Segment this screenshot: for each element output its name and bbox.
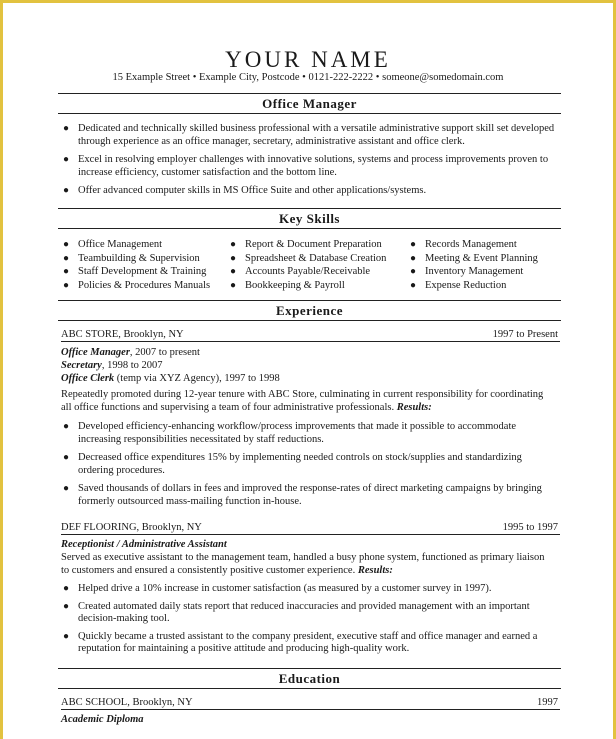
- job-header-def-flooring: [61, 521, 560, 535]
- list-item: ● Staff Development & Training: [63, 266, 207, 277]
- bullet-icon: ●: [410, 266, 417, 277]
- contact-line: 15 Example Street • Example City, Postcode • 0121-222-2222 • someone@somedomain.com: [112, 72, 504, 83]
- list-item: ● Helped drive a 10% increase in customer satisfaction (as measured by a customer survey in 1997).: [63, 583, 492, 594]
- bullet-icon: ●: [410, 252, 417, 264]
- bullet-icon: ●: [63, 421, 70, 432]
- skills-column-1: [61, 238, 210, 292]
- summary-list: [61, 123, 555, 198]
- bullet-icon: ●: [63, 600, 70, 612]
- job2-results-list: [61, 583, 555, 656]
- list-item: ● Office Management: [63, 239, 163, 250]
- list-item: ● Report & Document Preparation: [230, 239, 382, 250]
- section-heading-key-skills: Key Skills: [58, 208, 561, 229]
- bullet-icon: ●: [63, 185, 70, 196]
- bullet-icon: ●: [63, 154, 70, 165]
- skills-column-3: [408, 238, 538, 292]
- role-line: Office Clerk (temp via XYZ Agency), 1997 to 1998: [61, 373, 280, 384]
- job-header-abc-store: [61, 328, 560, 342]
- list-item: ● Accounts Payable/Receivable: [230, 266, 371, 277]
- list-item: ● Dedicated and technically skilled business professional with a versatile administrative support skill set developed through experience as an office manager, secretary, administrative assistant and office clerk.: [63, 123, 555, 147]
- list-item: ● Records Management: [410, 239, 517, 250]
- list-item: ● Quickly became a trusted assistant to the company president, executive staff and office manager and earned a reputation for maintaining a positive attitude and producing high-quality work.: [63, 630, 538, 654]
- list-item: ● Decreased office expenditures 15% by implementing needed controls on stock/supplies and standardizing ordering procedures.: [63, 452, 522, 476]
- list-item: ● Spreadsheet & Database Creation: [230, 252, 387, 264]
- bullet-icon: ●: [63, 630, 70, 642]
- bullet-icon: ●: [63, 583, 70, 594]
- list-item: ● Excel in resolving employer challenges with innovative solutions, systems and process improvements proven to increase efficiency, customer satisfaction and the bottom line.: [63, 154, 549, 178]
- list-item: ● Bookkeeping & Payroll: [230, 279, 345, 291]
- section-heading-office-manager: Office Manager: [58, 93, 561, 114]
- job-dates: 1997 to Present: [492, 329, 558, 340]
- list-item: ● Expense Reduction: [410, 279, 507, 291]
- job-summary: Served as executive assistant to the management team, handled a busy phone system, functioned as primary liaison to customers and ensured a consistently positive customer experience. Results:: [61, 552, 545, 576]
- list-item: ● Policies & Procedures Manuals: [63, 279, 211, 291]
- bullet-icon: ●: [230, 279, 237, 291]
- job-dates: 1995 to 1997: [502, 522, 558, 533]
- role-line: Secretary, 1998 to 2007: [61, 360, 163, 371]
- employer-name: DEF FLOORING, Brooklyn, NY: [61, 522, 202, 533]
- role-line: Receptionist / Administrative Assistant: [61, 539, 227, 550]
- bullet-icon: ●: [63, 239, 70, 250]
- bullet-icon: ●: [63, 123, 70, 134]
- bullet-icon: ●: [410, 279, 417, 291]
- list-item: ● Created automated daily stats report that reduced inaccuracies and provided management with an important decision-making tool.: [63, 600, 530, 624]
- list-item: ● Teambuilding & Supervision: [63, 252, 200, 264]
- list-item: ● Offer advanced computer skills in MS Office Suite and other applications/systems.: [63, 185, 427, 196]
- list-item: ● Saved thousands of dollars in fees and improved the response-rates of direct marketing campaigns by bringing formerly outsourced mass-mailing function in-house.: [63, 483, 542, 507]
- education-header: [61, 696, 560, 710]
- degree-line: Academic Diploma: [61, 714, 144, 725]
- role-line: Office Manager, 2007 to present: [61, 347, 200, 358]
- job1-results-list: [61, 421, 555, 508]
- list-item: ● Inventory Management: [410, 266, 524, 277]
- bullet-icon: ●: [230, 252, 237, 264]
- skills-column-2: [228, 238, 386, 292]
- section-heading-education: Education: [58, 668, 561, 689]
- bullet-icon: ●: [63, 483, 70, 494]
- resume-page: [3, 3, 613, 739]
- list-item: ● Developed efficiency-enhancing workflow/process improvements that made it possible to accommodate increasing responsibilities necessitated by staff reductions.: [63, 421, 517, 445]
- job-summary: Repeatedly promoted during 12-year tenure with ABC Store, culminating in current responsibility for coordinating all office functions and supervising a team of four administrative professionals. Results:: [61, 389, 544, 413]
- resume-name: YOUR NAME: [225, 47, 391, 72]
- bullet-icon: ●: [63, 279, 70, 291]
- school-name: ABC SCHOOL, Brooklyn, NY: [61, 697, 193, 708]
- education-year: 1997: [537, 697, 558, 708]
- bullet-icon: ●: [63, 252, 70, 264]
- bullet-icon: ●: [410, 239, 417, 250]
- bullet-icon: ●: [230, 266, 237, 277]
- bullet-icon: ●: [63, 452, 70, 463]
- bullet-icon: ●: [230, 239, 237, 250]
- bullet-icon: ●: [63, 266, 70, 277]
- employer-name: ABC STORE, Brooklyn, NY: [61, 329, 184, 340]
- list-item: ● Meeting & Event Planning: [410, 252, 538, 264]
- section-heading-experience: Experience: [58, 300, 561, 321]
